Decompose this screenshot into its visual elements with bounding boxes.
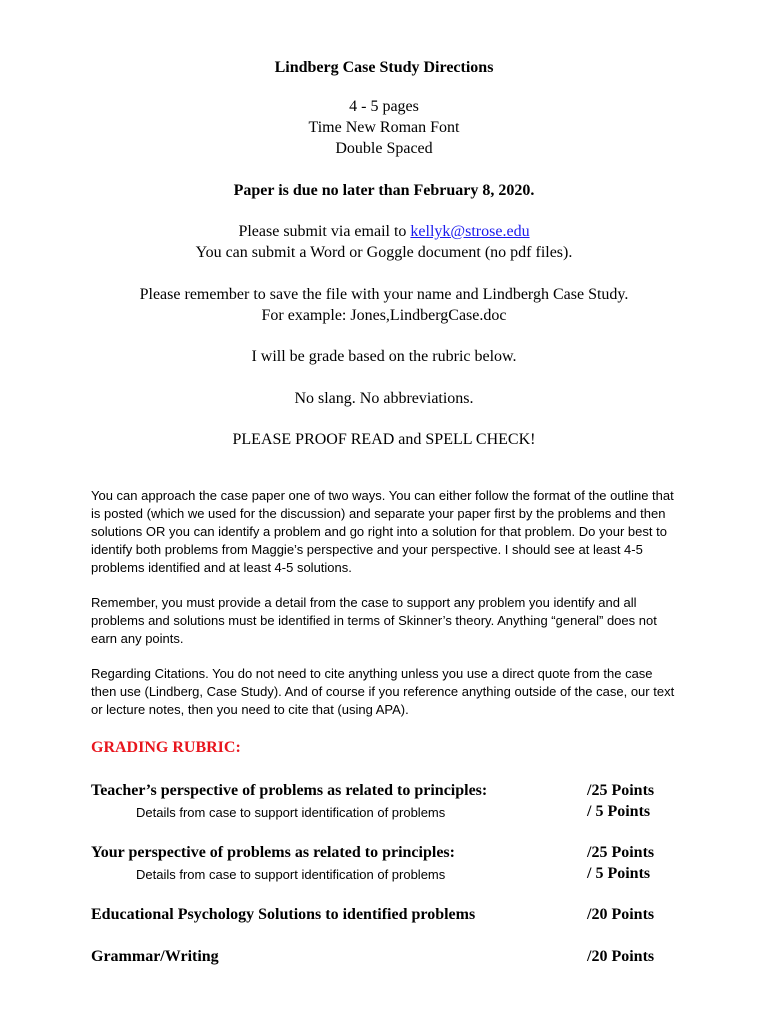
rubric-row-solutions	[91, 904, 691, 925]
rubric-sub-label: Details from case to support identification of problems	[136, 867, 446, 882]
rubric-label: Grammar/Writing	[91, 948, 219, 965]
proofread-note: PLEASE PROOF READ and SPELL CHECK!	[232, 431, 536, 448]
rubric-points: /20 Points	[587, 948, 655, 965]
approach-paragraph: You can approach the case paper one of two ways. You can either follow the format of the outline that is posted (which we used for the discussion) and separate your paper first by the problems and then solutions OR you can identify a problem and go right into a solution for that problem. Do your best to identify both problems from Maggie’s perspective and your perspective. I should see at least 4-5 problems identified and at least 4-5 solutions.	[91, 488, 674, 575]
rubric-sub-points: / 5 Points	[587, 803, 651, 820]
rubric-points: /25 Points	[587, 844, 655, 861]
page-count-requirement: 4 - 5 pages	[349, 98, 419, 115]
spacing-requirement: Double Spaced	[335, 140, 433, 157]
rubric-label: Teacher’s perspective of problems as related to principles:	[91, 782, 488, 799]
citations-paragraph: Regarding Citations. You do not need to cite anything unless you use a direct quote from the case then use (Lindberg, Case Study). And of course if you reference anything outside of the case, our text or lecture notes, then you need to cite that (using APA).	[91, 666, 675, 717]
rubric-row-teacher-perspective	[91, 780, 691, 801]
rubric-sub-label: Details from case to support identification of problems	[136, 805, 446, 820]
due-date: Paper is due no later than February 8, 2020.	[233, 182, 535, 199]
rubric-subrow-teacher-details	[91, 801, 691, 822]
email-link[interactable]: kellyk@strose.edu	[410, 223, 530, 240]
rubric-heading: GRADING RUBRIC:	[91, 739, 241, 756]
submit-line	[0, 221, 768, 242]
rubric-points: /25 Points	[587, 782, 655, 799]
rubric-subrow-your-details	[91, 863, 691, 884]
style-note: No slang. No abbreviations.	[294, 390, 474, 407]
submit-prefix: Please submit via email to	[238, 223, 411, 240]
grading-note: I will be grade based on the rubric below.	[251, 348, 517, 365]
rubric-label: Educational Psychology Solutions to identified problems	[91, 906, 476, 923]
submission-formats: You can submit a Word or Goggle document (no pdf files).	[195, 244, 573, 261]
file-naming-instruction: Please remember to save the file with your name and Lindbergh Case Study.	[139, 286, 629, 303]
rubric-points: /20 Points	[587, 906, 655, 923]
rubric-row-grammar	[91, 946, 691, 967]
file-naming-example: For example: Jones,LindbergCase.doc	[261, 307, 507, 324]
font-requirement: Time New Roman Font	[308, 119, 460, 136]
rubric-sub-points: / 5 Points	[587, 865, 651, 882]
remember-paragraph: Remember, you must provide a detail from the case to support any problem you identify and all problems and solutions must be identified in terms of Skinner’s theory. Anything “general” does not earn any points.	[91, 595, 657, 646]
rubric-row-your-perspective	[91, 842, 691, 863]
rubric-label: Your perspective of problems as related to principles:	[91, 844, 455, 861]
document-title: Lindberg Case Study Directions	[274, 59, 494, 76]
